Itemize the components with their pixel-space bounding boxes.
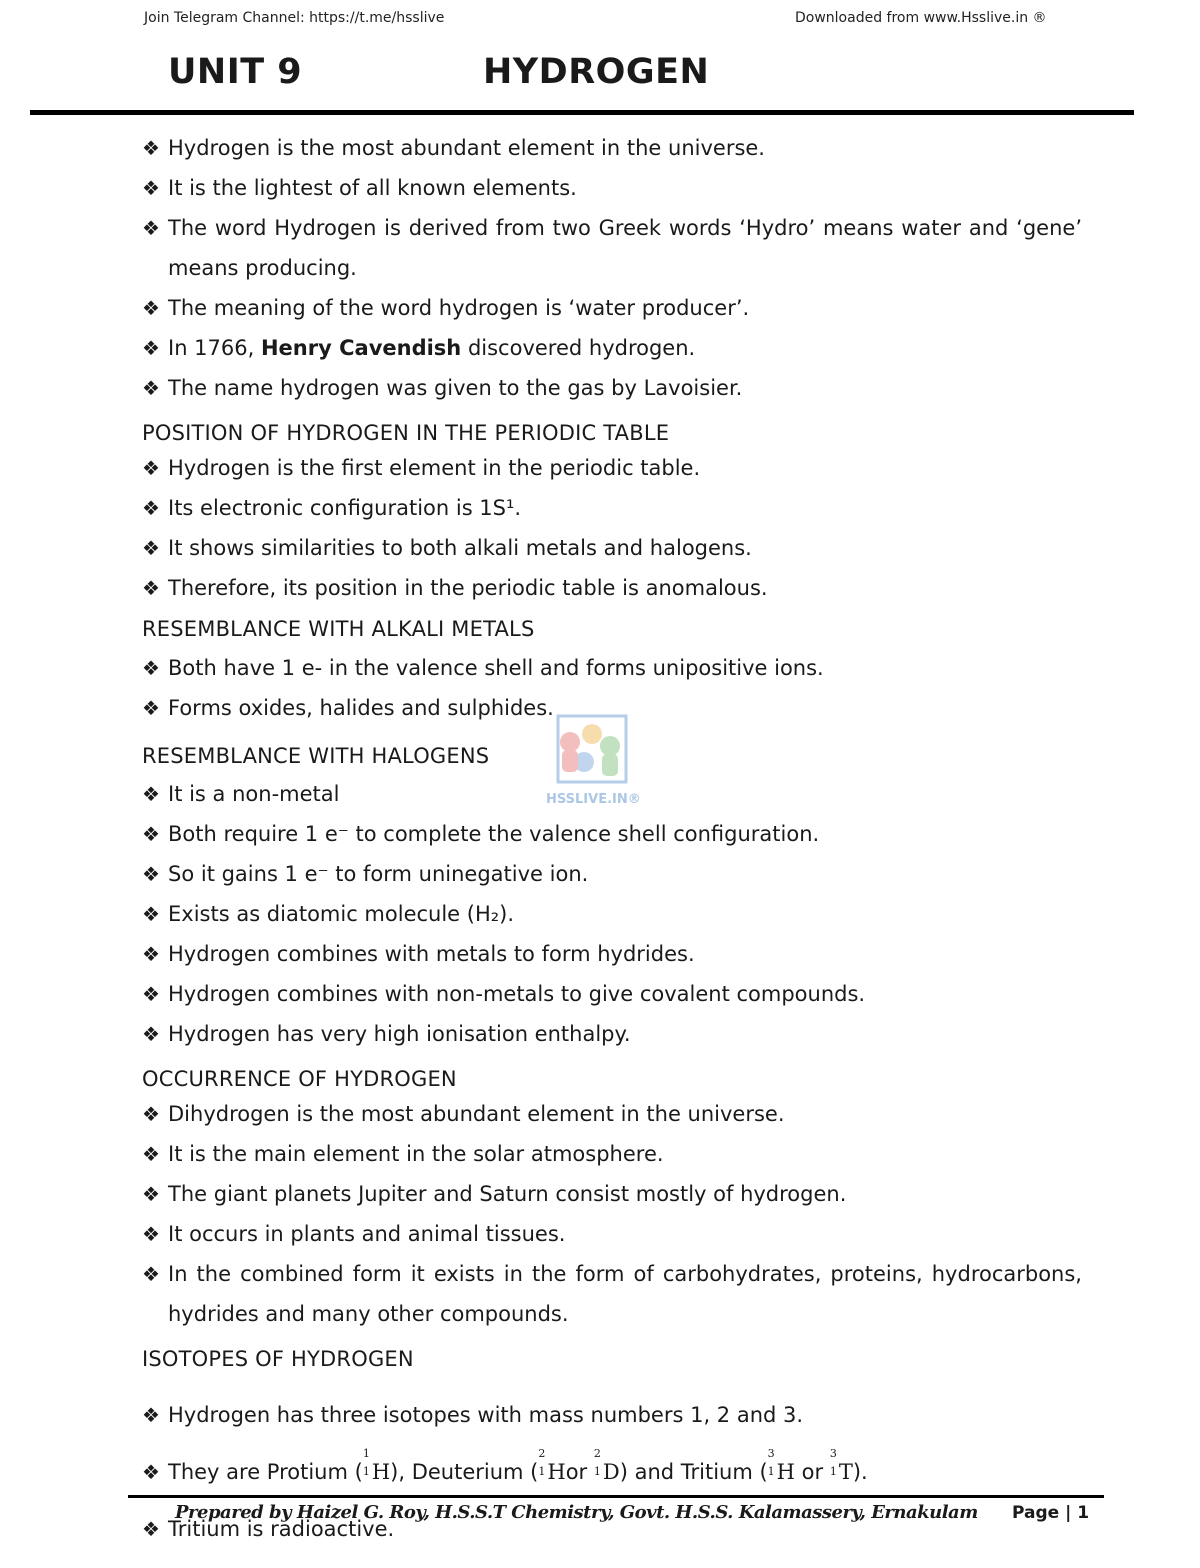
bullet-icon: ❖ (142, 1403, 160, 1427)
deuterium-symbol-h: 2 1 H (538, 1447, 566, 1484)
bullet-icon: ❖ (142, 696, 160, 720)
section-heading-occurrence: OCCURRENCE OF HYDROGEN (142, 1067, 457, 1091)
isotope-list-item: ❖ They are Protium ( 1 1 H), Deuterium ( 2 1 Hor 2 1 D) and Tritium ( 3 1 H or 3 1 T). (142, 1454, 1082, 1490)
page-header (0, 8, 1200, 28)
list-item: ❖ Its electronic configuration is 1S¹. (142, 488, 1082, 528)
discoverer-name: Henry Cavendish (260, 336, 462, 360)
list-item: ❖ In 1766, Henry Cavendish discovered hydrogen. (142, 328, 1082, 368)
list-item: ❖ It is a non-metal (142, 774, 1082, 814)
bullet-icon: ❖ (142, 656, 160, 680)
section-heading-alkali: RESEMBLANCE WITH ALKALI METALS (142, 617, 535, 641)
protium-symbol: 1 1 H (362, 1447, 391, 1484)
tritium-symbol-h: 3 1 H (767, 1447, 795, 1484)
telegram-channel-link[interactable]: Join Telegram Channel: https://t.me/hsslive (144, 10, 445, 26)
page-number: Page | 1 (1012, 1503, 1090, 1523)
list-item: ❖ Hydrogen has very high ionisation enthalpy. (142, 1014, 1082, 1054)
title-divider (30, 110, 1134, 115)
unit-number: UNIT 9 (168, 52, 303, 92)
section-heading-isotopes: ISOTOPES OF HYDROGEN (142, 1347, 414, 1371)
bullet-icon: ❖ (142, 862, 160, 886)
list-item: ❖ In the combined form it exists in the form of carbohydrates, proteins, hydrocarbons, hydrides and many other compounds. (142, 1254, 1082, 1334)
bullet-icon: ❖ (142, 1460, 160, 1484)
bullet-icon: ❖ (142, 782, 160, 806)
list-item: ❖ The meaning of the word hydrogen is ‘water producer’. (142, 288, 1082, 328)
list-item: ❖ Both have 1 e- in the valence shell and forms unipositive ions. (142, 648, 1082, 688)
watermark-figures-icon (540, 712, 638, 794)
list-item: ❖ Hydrogen is the first element in the periodic table. (142, 448, 1082, 488)
bullet-icon: ❖ (142, 1142, 160, 1166)
list-item: ❖ The name hydrogen was given to the gas by Lavoisier. (142, 368, 1082, 408)
section-heading-position: POSITION OF HYDROGEN IN THE PERIODIC TABLE (142, 421, 670, 445)
list-item: ❖ It occurs in plants and animal tissues. (142, 1214, 1082, 1254)
download-source-text: Downloaded from www.Hsslive.in ® (795, 10, 1047, 26)
bullet-icon: ❖ (142, 176, 160, 200)
list-item: ❖ The word Hydrogen is derived from two Greek words ‘Hydro’ means water and ‘gene’ means producing. (142, 208, 1082, 288)
tritium-symbol-t: 3 1 T (829, 1447, 853, 1484)
list-item: ❖ Hydrogen is the most abundant element in the universe. (142, 128, 1082, 168)
bullet-icon: ❖ (142, 822, 160, 846)
bullet-icon: ❖ (142, 1517, 160, 1541)
bullet-icon: ❖ (142, 1022, 160, 1046)
bullet-icon: ❖ (142, 902, 160, 926)
list-item: ❖ Hydrogen combines with non-metals to give covalent compounds. (142, 974, 1082, 1014)
list-item: ❖ Hydrogen combines with metals to form hydrides. (142, 934, 1082, 974)
list-item: ❖ So it gains 1 e⁻ to form uninegative ion. (142, 854, 1082, 894)
bullet-icon: ❖ (142, 576, 160, 600)
list-item: ❖ The giant planets Jupiter and Saturn consist mostly of hydrogen. (142, 1174, 1082, 1214)
bullet-icon: ❖ (142, 216, 160, 240)
footer-divider (128, 1495, 1104, 1498)
list-item: ❖ It is the main element in the solar atmosphere. (142, 1134, 1082, 1174)
unit-topic: HYDROGEN (483, 52, 710, 92)
bullet-icon: ❖ (142, 456, 160, 480)
section-heading-halogens: RESEMBLANCE WITH HALOGENS (142, 744, 490, 768)
bullet-icon: ❖ (142, 496, 160, 520)
bullet-icon: ❖ (142, 136, 160, 160)
list-item: ❖ It shows similarities to both alkali metals and halogens. (142, 528, 1082, 568)
bullet-icon: ❖ (142, 942, 160, 966)
list-item: ❖ Dihydrogen is the most abundant element in the universe. (142, 1094, 1082, 1134)
list-item: ❖ It is the lightest of all known elements. (142, 168, 1082, 208)
bullet-icon: ❖ (142, 1102, 160, 1126)
bullet-icon: ❖ (142, 1222, 160, 1246)
list-item: ❖ Both require 1 e⁻ to complete the valence shell configuration. (142, 814, 1082, 854)
list-item: ❖ Therefore, its position in the periodic table is anomalous. (142, 568, 1082, 608)
bullet-icon: ❖ (142, 1182, 160, 1206)
document-body (142, 128, 1082, 1568)
deuterium-symbol-d: 2 1 D (593, 1447, 620, 1484)
bullet-icon: ❖ (142, 336, 160, 360)
list-item: ❖ Tritium is radioactive. (142, 1511, 1082, 1547)
unit-title (168, 52, 710, 92)
list-item: ❖ Forms oxides, halides and sulphides. (142, 688, 1082, 728)
footer-credit: Prepared by Haizel G. Roy, H.S.S.T Chemistry, Govt. H.S.S. Kalamassery, Ernakulam (175, 1502, 978, 1523)
hsslive-watermark-logo (540, 712, 641, 808)
list-item: ❖ Hydrogen has three isotopes with mass numbers 1, 2 and 3. (142, 1397, 1082, 1433)
watermark-text: HSSLIVE.IN® (546, 792, 641, 807)
bullet-icon: ❖ (142, 1262, 160, 1286)
bullet-icon: ❖ (142, 376, 160, 400)
bullet-icon: ❖ (142, 982, 160, 1006)
bullet-icon: ❖ (142, 296, 160, 320)
list-item: ❖ Exists as diatomic molecule (H₂). (142, 894, 1082, 934)
bullet-icon: ❖ (142, 536, 160, 560)
